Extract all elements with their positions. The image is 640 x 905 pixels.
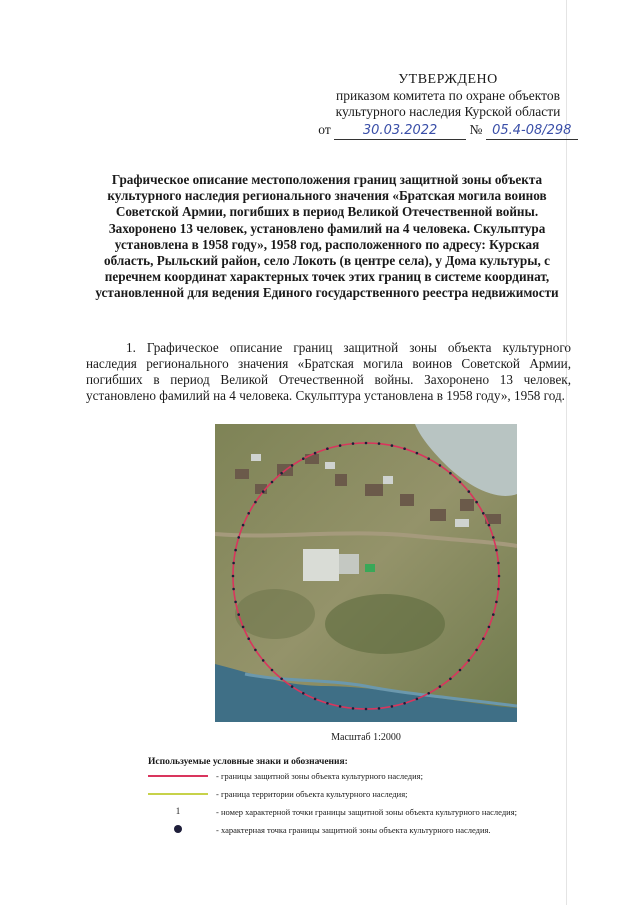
zone-boundary-point [254,501,257,504]
zone-boundary-point [302,457,305,460]
zone-boundary-point [291,685,294,688]
zone-boundary-point [427,692,430,695]
zone-boundary-point [475,501,478,504]
point-number-icon: 1 [175,806,181,816]
legend-row-point [148,824,568,842]
zone-boundary-point [237,536,240,539]
zone-boundary-point [427,457,430,460]
zone-boundary-point [497,562,500,565]
zone-boundary-point [495,549,498,552]
zone-boundary-point [391,444,394,447]
zone-boundary-point [280,472,283,475]
zone-boundary-point [339,705,342,708]
red-line-icon [148,770,208,782]
approval-stamp [318,72,578,140]
zone-boundary-point [482,637,485,640]
zone-boundary-point [247,512,250,515]
legend-row-point-number [148,806,568,824]
legend-text-point: - характерная точка границы защитной зоны объекта культурного наследия. [216,825,491,835]
zone-boundary-point [291,464,294,467]
zone-boundary-point [403,702,406,705]
zone-boundary-point [378,707,381,710]
zone-boundary-point [475,649,478,652]
zone-boundary-point [439,464,442,467]
zone-boundary-point [339,444,342,447]
aerial-map-svg [215,424,517,722]
zone-boundary-point [365,442,368,445]
zone-boundary-point [254,649,257,652]
zone-boundary-point [237,613,240,616]
aerial-map [215,424,517,722]
zone-boundary-point [416,452,419,455]
legend-text-point-number: - номер характерной точки границы защитной зоны объекта культурного наследия; [216,807,517,817]
zone-boundary-point [497,588,500,591]
zone-boundary-point [365,708,368,711]
legend-text-territory-border: - граница территории объекта культурного наследия; [216,789,408,799]
zone-boundary-point [232,562,235,565]
yellow-line-icon [148,788,208,800]
legend-title: Используемые условные знаки и обозначения: [148,757,348,767]
zone-boundary-point [416,698,419,701]
zone-boundary-point [495,601,498,604]
zone-boundary-point [459,669,462,672]
approval-date: 30.03.2022 [334,123,466,140]
zone-boundary-point [280,678,283,681]
zone-boundary-point [468,659,471,662]
zone-boundary-point [314,452,317,455]
approval-date-row [318,122,578,140]
zone-boundary-point [449,678,452,681]
legend-row-zone-border [148,770,568,788]
zone-boundary-point [232,575,235,578]
zone-boundary-point [314,698,317,701]
zone-boundary-point [326,447,329,450]
legend-row-territory-border [148,788,568,806]
approval-line-1: приказом комитета по охране объектов [336,88,560,103]
zone-boundary-point [234,549,237,552]
zone-boundary-point [482,512,485,515]
zone-boundary-point [439,685,442,688]
section-1-paragraph: 1. Графическое описание границ защитной зоны объекта культурного наследия регионального значения «Братская могила воинов Советской Армии, погибших в период Великой Отечественной войны. Захоронено 13 человек, установлено фамилий на 4 человека. Скульптура установлена в 1958 году», 1958 год. [86,340,571,403]
zone-boundary-point [459,481,462,484]
zone-boundary-point [242,626,245,629]
point-dot-icon [148,824,208,836]
approval-number: 05.4-08/298 [486,123,578,140]
legend-text-zone-border: - границы защитной зоны объекта культурного наследия; [216,771,423,781]
approval-title: УТВЕРЖДЕНО [398,72,498,87]
zone-boundary-point [391,705,394,708]
zone-boundary-point [262,659,265,662]
zone-boundary-point [468,490,471,493]
document-heading: Графическое описание местоположения границ защитной зоны объекта культурного наследия регионального значения «Братская могила воинов Советской Армии, погибших в период Великой Отечественной войны. Захоронено 13 человек, установлено фамилий на 4 человека. Скульптура установлена в 1958 году», 1958 год, расположенного по адресу: Курская область, Рыльский район, село Локоть (в центре села), у Дома культуры, с перечнем координат характерных точек этих границ в системе координат, установленной для ведения Единого государственного реестра недвижимости [95,172,559,301]
zone-boundary-point [488,626,491,629]
map-scale: Масштаб 1:2000 [331,732,401,743]
zone-boundary-point [352,707,355,710]
zone-boundary-point [326,702,329,705]
zone-boundary-point [247,637,250,640]
legend [148,757,568,842]
zone-boundary-point [492,613,495,616]
zone-boundary-point [378,442,381,445]
zone-boundary-point [488,524,491,527]
zone-boundary-point [449,472,452,475]
zone-boundary-point [234,601,237,604]
zone-boundary-point [492,536,495,539]
zone-boundary-point [271,481,274,484]
zone-boundary-point [262,490,265,493]
zone-boundary-point [271,669,274,672]
zone-boundary-point [302,692,305,695]
number-prefix: № [469,122,483,137]
zone-boundary-point [403,447,406,450]
zone-boundary-point [242,524,245,527]
zone-boundary-point [352,442,355,445]
zone-boundary-point [232,588,235,591]
date-prefix: от [318,122,331,137]
approval-line-2: культурного наследия Курской области [335,104,561,119]
zone-boundary-point [498,575,501,578]
